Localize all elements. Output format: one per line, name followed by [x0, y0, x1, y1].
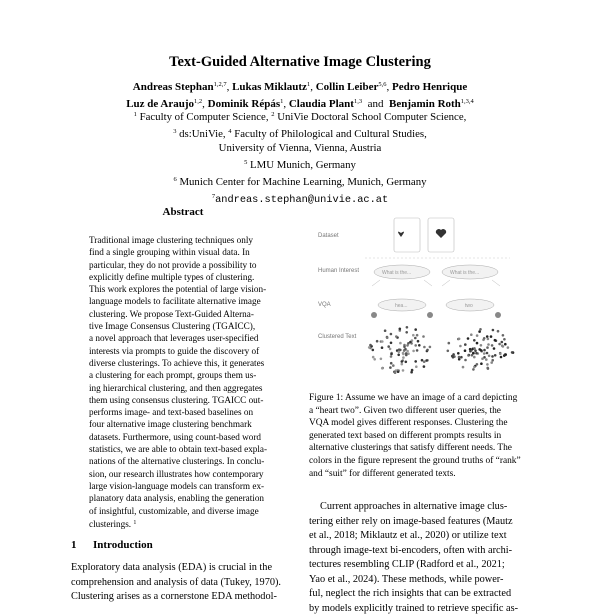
caption-line: and “suit” for different generated texts. [309, 468, 534, 481]
scatter-point [426, 349, 429, 352]
abstract-body [89, 234, 279, 530]
abstract-line: sion, our research illustrates how contemporary [89, 468, 279, 480]
scatter-point [406, 326, 409, 329]
author-email[interactable]: andreas.stephan@univie.ac.at [215, 194, 388, 206]
scatter-point [410, 371, 413, 374]
abstract-line: language models to facilitate alternative image [89, 295, 279, 307]
author-affil-sup: 1 [280, 98, 283, 105]
author-line-2: Luz de Araujo$^{1,2}$, Dominik Répás$^1$, Claudia Plant$^{1,3}$ and Benjamin Roth$^{1,3,4}$ [0, 95, 600, 112]
abstract-line: nations of the alternative clusterings. In conclu- [89, 455, 279, 467]
scatter-cluster-right [447, 328, 515, 371]
scatter-point [387, 345, 390, 348]
abstract-line: Traditional image clustering techniques only [89, 234, 279, 246]
scatter-point [398, 351, 401, 354]
author-name: Claudia Plant [289, 98, 354, 110]
scatter-point [472, 368, 475, 371]
scatter-point [416, 349, 419, 352]
scatter-point [402, 369, 405, 372]
abstract-line: clustering. We propose Text-Guided Alterna- [89, 308, 279, 320]
scatter-point [421, 359, 424, 362]
scatter-point [389, 366, 392, 369]
caption-line: a “heart two”. Given two different user queries, the [309, 405, 534, 418]
body-line: et al., 2018; Miklautz et al., 2020) or utilize text [309, 529, 534, 544]
scatter-point [476, 342, 479, 345]
affil-sup: 1 [134, 111, 137, 118]
scatter-point [507, 346, 510, 349]
scatter-point [486, 352, 489, 355]
scatter-point [399, 342, 402, 345]
caption-line: VQA model gives different responses. Clustering the [309, 417, 534, 430]
scatter-point [381, 367, 384, 370]
scatter-point [390, 355, 393, 358]
scatter-point [397, 354, 400, 357]
author-name: Benjamin Roth [389, 98, 461, 110]
scatter-point [414, 344, 417, 347]
author-name: Pedro Henrique [392, 81, 467, 93]
scatter-point [369, 344, 372, 347]
intro-paragraph [71, 561, 299, 605]
scatter-point [480, 362, 483, 365]
body-line: tectures resembling CLIP (Radford et al., 2021; [309, 558, 534, 573]
abstract-line: explicitly define multiple types of clustering. [89, 271, 279, 283]
scatter-point [372, 356, 375, 359]
query-bubble-text: What is the... [450, 270, 479, 276]
abstract-line: clusterings. $^1$ [89, 517, 279, 530]
scatter-point [480, 349, 483, 352]
playing-card-left [394, 218, 420, 252]
abstract-line: them using consensus clustering. TGAICC out- [89, 394, 279, 406]
abstract-line: find a single grouping within visual data. In [89, 246, 279, 258]
scatter-point [386, 336, 389, 339]
affil-text: Faculty of Computer Science, [140, 111, 269, 123]
abstract-line: statistics, we are able to obtain text-based expla- [89, 443, 279, 455]
author-affil-sup: 1,3,4 [461, 98, 474, 105]
row-label-dataset: Dataset [318, 233, 339, 239]
affiliations [0, 108, 600, 207]
scatter-point [486, 335, 489, 338]
abstract-line: tive Image Consensus Clustering (TGAICC), [89, 320, 279, 332]
scatter-point [487, 343, 490, 346]
scatter-point [422, 335, 425, 338]
scatter-point [415, 365, 418, 368]
scatter-point [417, 340, 420, 343]
scatter-point [483, 352, 486, 355]
scatter-point [384, 329, 387, 332]
scatter-point [395, 335, 398, 338]
vqa-row [371, 299, 501, 318]
scatter-point [381, 340, 384, 343]
affiliation-line [0, 190, 600, 208]
scatter-point [392, 364, 395, 367]
scatter-point [398, 348, 401, 351]
scatter-point [416, 334, 419, 337]
scatter-point [401, 363, 404, 366]
scatter-point [423, 365, 426, 368]
author-affil-sup: 5,6 [378, 81, 386, 88]
scatter-point [494, 354, 497, 357]
scatter-point [486, 346, 489, 349]
scatter-point [464, 343, 467, 346]
scatter-cluster-left [368, 326, 431, 374]
scatter-point [402, 356, 405, 359]
scatter-point [405, 331, 408, 334]
human-interest-row [372, 265, 500, 286]
scatter-point [476, 363, 479, 366]
body-line: ful, neglect the rich insights that can be extracted [309, 587, 534, 602]
robot-icon [371, 312, 377, 318]
scatter-point [493, 347, 496, 350]
abstract-line: ing hierarchical clustering, and then aggregates [89, 382, 279, 394]
scatter-point [373, 358, 376, 361]
abstract-line: of insightful, customizable, and diverse image [89, 505, 279, 517]
scatter-point [405, 352, 408, 355]
author-line-1: Andreas Stephan$^{1,2,7}$, Lukas Miklautz$^1$, Collin Leiber$^{5,6}$, Pedro Henrique [0, 78, 600, 95]
scatter-point [404, 348, 407, 351]
scatter-point [469, 350, 472, 353]
intro-line: Clustering arises as a cornerstone EDA methodol- [71, 590, 299, 605]
author-affil-sup: 1 [307, 81, 310, 88]
scatter-point [368, 346, 371, 349]
affiliation-line [0, 156, 600, 173]
row-label-vqa: VQA [318, 302, 331, 308]
row-label-clustered-text: Clustered Text [318, 334, 357, 340]
scatter-point [399, 328, 402, 331]
answer-bubble-text: two [465, 303, 473, 309]
scatter-point [467, 337, 470, 340]
body-line: by models explicitly trained to retrieve specific as- [309, 602, 534, 616]
affiliation-line: University of Vienna, Vienna, Austria [0, 141, 600, 156]
scatter-point [397, 370, 400, 373]
author-name: Lukas Miklautz [232, 81, 307, 93]
abstract-line: datasets. Furthermore, using count-based word [89, 431, 279, 443]
body-line: through image-text bi-encoders, often with archi- [309, 544, 534, 559]
abstract-line: large vision-language models can transform ex- [89, 480, 279, 492]
abstract-line: performs image- and text-based baselines on [89, 406, 279, 418]
scatter-point [381, 346, 384, 349]
affiliation-line [0, 108, 600, 125]
affiliation-line [0, 125, 600, 142]
affil-sup: 3 [173, 128, 176, 135]
scatter-point [502, 334, 505, 337]
scatter-point [429, 346, 432, 349]
scatter-point [390, 342, 393, 345]
scatter-point [501, 341, 504, 344]
scatter-point [478, 330, 481, 333]
scatter-point [458, 356, 461, 359]
scatter-point [402, 353, 405, 356]
scatter-point [412, 350, 415, 353]
scatter-point [458, 338, 461, 341]
abstract-line: This work explores the potential of large vision- [89, 283, 279, 295]
paper-title: Text-Guided Alternative Image Clustering [0, 54, 600, 71]
author-name: Dominik Répás [208, 98, 280, 110]
scatter-point [372, 349, 375, 352]
intro-line: comprehension and analysis of data (Tukey, 1970). [71, 576, 299, 591]
author-name: Collin Leiber [316, 81, 379, 93]
intro-line: Exploratory data analysis (EDA) is crucial in the [71, 561, 299, 576]
author-affil-sup: 1,2,7 [214, 81, 227, 88]
affiliation-line [0, 173, 600, 190]
scatter-point [414, 328, 417, 331]
section-heading [71, 539, 153, 551]
scatter-point [486, 367, 489, 370]
scatter-point [475, 352, 478, 355]
figure-caption [309, 392, 534, 480]
scatter-point [448, 342, 451, 345]
abstract-heading: Abstract [90, 206, 276, 218]
affil-text: Faculty of Philological and Cultural Studies, [234, 128, 427, 140]
abstract-line: interests via prompts to guide the discovery of [89, 345, 279, 357]
scatter-point [418, 344, 421, 347]
affil-sup: 6 [173, 176, 176, 183]
robot-icon [495, 312, 501, 318]
scatter-point [491, 355, 494, 358]
scatter-point [504, 353, 507, 356]
footnote-mark[interactable]: 1 [133, 520, 136, 526]
affil-sup: 5 [244, 159, 247, 166]
scatter-point [499, 352, 502, 355]
scatter-point [389, 348, 392, 351]
caption-line: alternative clusterings that satisfy different needs. The [309, 442, 534, 455]
affil-text: LMU Munich, Germany [250, 159, 356, 171]
scatter-point [467, 354, 470, 357]
scatter-point [511, 351, 514, 354]
scatter-point [474, 349, 477, 352]
scatter-point [425, 359, 428, 362]
affil-sup: 2 [271, 111, 274, 118]
scatter-point [497, 330, 500, 333]
scatter-point [412, 334, 415, 337]
author-name: Luz de Araujo [126, 98, 194, 110]
scatter-point [452, 356, 455, 359]
body-line: tering either rely on image-based features (Mautz [309, 515, 534, 530]
abstract-line: planatory data analysis, enabling the generation [89, 492, 279, 504]
author-affil-sup: 1,2 [194, 98, 202, 105]
scatter-point [462, 366, 465, 369]
scatter-point [394, 371, 397, 374]
author-name: Andreas Stephan [133, 81, 214, 93]
scatter-point [401, 360, 404, 363]
scatter-point [498, 343, 501, 346]
abstract-line: a novel approach that leverages user-specified [89, 332, 279, 344]
author-list [0, 78, 600, 111]
scatter-point [473, 366, 476, 369]
affil-text: ds:UniVie, [179, 128, 225, 140]
scatter-point [504, 343, 507, 346]
scatter-point [423, 360, 426, 363]
answer-bubble-text: hea... [395, 303, 408, 309]
abstract-line: diverse clusterings. To achieve this, it generates [89, 357, 279, 369]
scatter-point [492, 329, 495, 332]
scatter-point [376, 340, 379, 343]
scatter-point [403, 345, 406, 348]
scatter-point [480, 344, 483, 347]
body-line: Current approaches in alternative image clus- [309, 500, 534, 515]
scatter-point [380, 358, 383, 361]
affil-text: UniVie Doctoral School Computer Science, [277, 111, 466, 123]
figure-1-diagram [310, 210, 536, 386]
abstract-line: a clustering for each prompt, groups them us- [89, 369, 279, 381]
right-column-paragraph [309, 500, 534, 616]
scatter-point [447, 350, 450, 353]
author-affil-sup: 1,3 [354, 98, 362, 105]
scatter-point [500, 356, 503, 359]
abstract-line: particular, they do not provide a possibility to [89, 259, 279, 271]
scatter-point [494, 339, 497, 342]
scatter-point [414, 360, 417, 363]
section-number: 1 [71, 539, 93, 551]
scatter-point [490, 335, 493, 338]
scatter-point [390, 353, 393, 356]
scatter-point [488, 355, 491, 358]
abstract-line: four alternative image clustering benchmark [89, 418, 279, 430]
affil-sup: 7 [212, 193, 215, 200]
scatter-point [390, 333, 393, 336]
scatter-point [486, 363, 489, 366]
scatter-point [406, 350, 409, 353]
scatter-point [473, 356, 476, 359]
caption-line: generated text based on different prompts results in [309, 430, 534, 443]
scatter-point [502, 345, 505, 348]
scatter-point [490, 361, 493, 364]
scatter-point [481, 357, 484, 360]
scatter-point [405, 361, 408, 364]
scatter-point [472, 352, 475, 355]
author-conjunction: and [368, 98, 384, 110]
body-line: Yao et al., 2024). These methods, while power- [309, 573, 534, 588]
scatter-point [423, 346, 426, 349]
scatter-point [390, 362, 393, 365]
scatter-point [470, 333, 473, 336]
scatter-point [459, 345, 462, 348]
caption-line: Figure 1: Assume we have an image of a card depicting [309, 392, 534, 405]
scatter-point [487, 338, 490, 341]
scatter-point [460, 356, 463, 359]
affil-sup: 4 [228, 128, 231, 135]
scatter-point [476, 334, 479, 337]
affil-text: Munich Center for Machine Learning, Munich, Germany [179, 176, 426, 188]
scatter-point [483, 337, 486, 340]
scatter-point [503, 338, 506, 341]
row-label-human-interest: Human Interest [318, 268, 359, 274]
scatter-point [485, 358, 488, 361]
playing-card-right [428, 218, 454, 252]
scatter-point [483, 349, 486, 352]
scatter-point [473, 339, 476, 342]
scatter-point [464, 359, 467, 362]
scatter-point [457, 352, 460, 355]
caption-line: colors in the figure represent the ground truths of “rank” [309, 455, 534, 468]
scatter-point [479, 328, 482, 331]
scatter-point [491, 344, 494, 347]
scatter-point [407, 342, 410, 345]
scatter-point [491, 359, 494, 362]
query-bubble-text: What is the... [382, 270, 411, 276]
scatter-point [473, 347, 476, 350]
scatter-point [464, 349, 467, 352]
scatter-point [407, 352, 410, 355]
scatter-point [414, 337, 417, 340]
robot-icon [427, 312, 433, 318]
section-title: Introduction [93, 539, 153, 551]
